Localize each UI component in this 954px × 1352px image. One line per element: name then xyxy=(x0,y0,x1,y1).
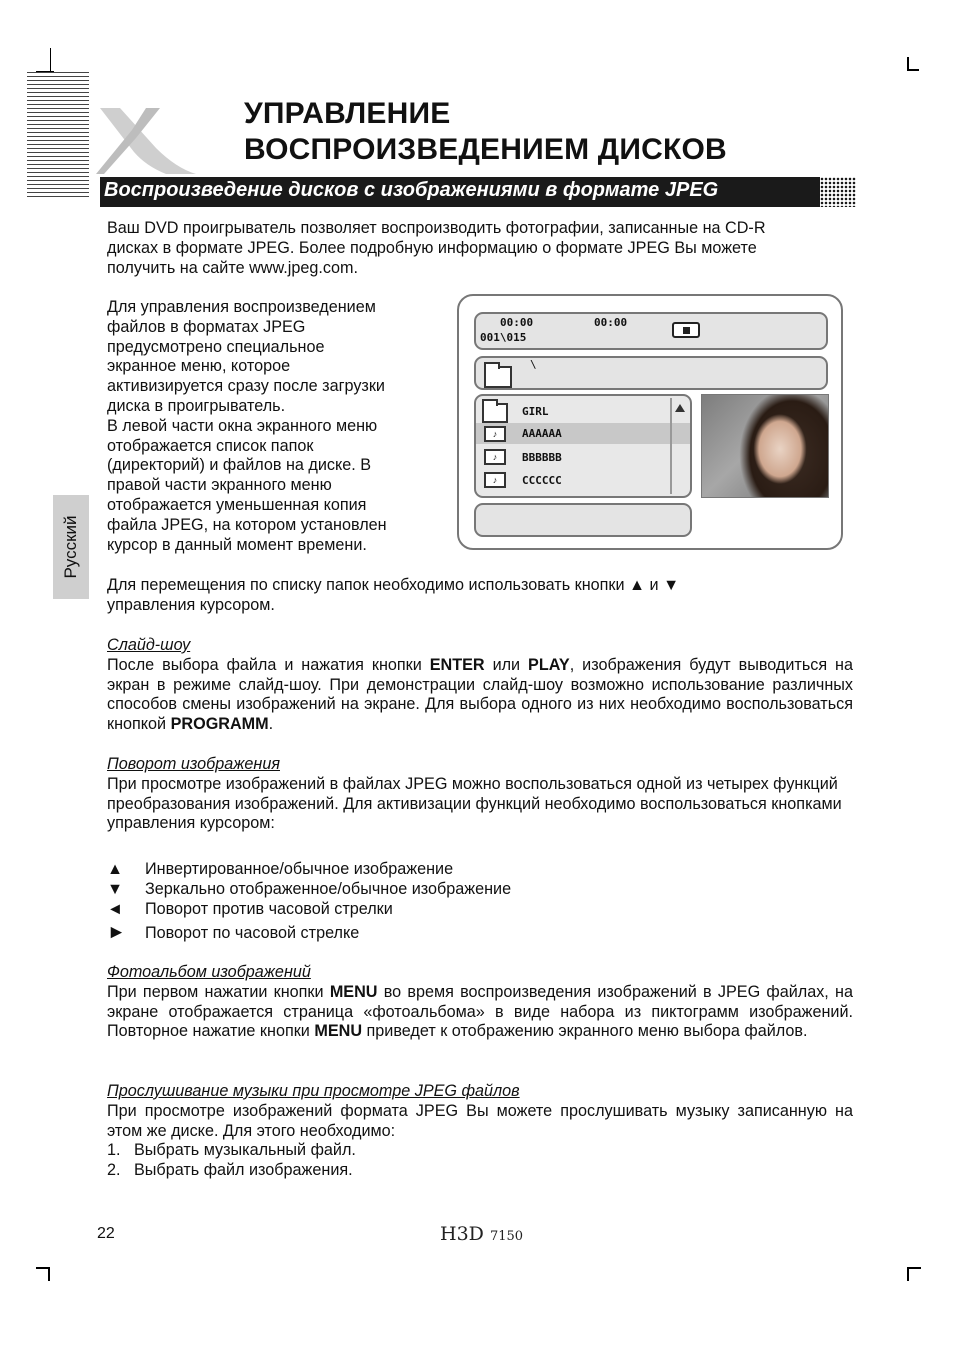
music-step: 1. Выбрать музыкальный файл. xyxy=(107,1141,356,1160)
music-file-icon: ♪ xyxy=(484,449,506,465)
stop-icon xyxy=(672,322,700,338)
crop-mark-top-right-h xyxy=(907,69,919,71)
osd-description xyxy=(107,298,447,555)
osd-description-line: файлов в форматах JPEG xyxy=(107,317,306,336)
slideshow-text-part: После выбора файла и нажатия кнопки xyxy=(107,655,430,674)
intro-line: дисках в формате JPEG. Более подробную информацию о формате JPEG Вы можете xyxy=(107,238,757,257)
osd-screen-illustration xyxy=(457,294,843,550)
rotation-text: При просмотре изображений в файлах JPEG можно воспользоваться одной из четырех функций преобразования изображений. Для активизации функций необходимо воспользоваться кнопками управления курсором: xyxy=(107,774,842,833)
osd-description-line: правой части экранного меню xyxy=(107,476,332,495)
language-tab xyxy=(53,495,89,599)
photo-album-heading: Фотоальбом изображений xyxy=(107,963,311,981)
slideshow-text-part: . xyxy=(268,715,274,734)
menu-key-label: MENU xyxy=(314,1022,363,1041)
album-text-part: При первом нажатии кнопки xyxy=(107,982,330,1001)
header-stripes xyxy=(27,72,89,200)
page-title xyxy=(244,96,727,168)
osd-description-line: диска в проигрыватель. xyxy=(107,396,286,415)
slideshow-heading: Слайд-шоу xyxy=(107,636,191,654)
osd-description-line: В левой части окна экранного меню xyxy=(107,416,378,435)
music-text: При просмотре изображений формата JPEG Вы можете прослушивать музыку записанную на этом же диске. Для этого необходимо: xyxy=(107,1101,853,1140)
up-arrow-icon: ▲ xyxy=(107,860,124,878)
osd-description-line: (директорий) и файлов на диске. В xyxy=(107,456,372,475)
rotation-bullet xyxy=(107,879,511,899)
music-step: 2. Выбрать файл изображения. xyxy=(107,1161,353,1180)
model-number: 7150 xyxy=(489,1229,524,1244)
album-text-part: во время воспроизведения изображений в JPEG файлах, на экране отображается страница «фотоальбома» в виде набора из пиктограмм изображений. Повторное нажатие кнопки xyxy=(107,982,853,1041)
jpeg-preview-thumbnail xyxy=(701,394,829,498)
cursor-note-line: Для перемещения по списку папок необходимо использовать кнопки ▲ и ▼ xyxy=(107,576,680,594)
photo-album-text xyxy=(107,983,853,1042)
osd-item-label: AAAAAA xyxy=(522,427,562,440)
osd-item-label: GIRL xyxy=(522,405,549,418)
rotation-bullet-text: Инвертированное/обычное изображение xyxy=(145,860,454,878)
osd-item-label: BBBBBB xyxy=(522,451,562,464)
page-title-line-2: ВОСПРОИЗВЕДЕНИЕМ ДИСКОВ xyxy=(244,133,727,166)
osd-time-total: 00:00 xyxy=(594,316,628,329)
osd-item-label: CCCCCC xyxy=(522,474,562,487)
section-banner-text: Воспроизведение дисков с изображениями в формате JPEG xyxy=(104,179,719,201)
intro-line: Ваш DVD проигрыватель позволяет воспроизводить фотографии, записанные на CD-R xyxy=(107,219,766,237)
folder-icon xyxy=(482,403,508,423)
slideshow-text-part: или xyxy=(484,655,529,674)
intro-line: получить на сайте www.jpeg.com. xyxy=(107,258,358,277)
music-file-icon: ♪ xyxy=(484,426,506,442)
album-text-part: приведет к отображению экранного меню выбора файлов. xyxy=(362,1022,808,1041)
folder-icon xyxy=(484,366,512,388)
cursor-navigation-note xyxy=(107,576,857,616)
menu-key-label: MENU xyxy=(329,982,378,1001)
cursor-note-line: управления курсором. xyxy=(107,595,275,614)
page-number: 22 xyxy=(97,1225,115,1242)
osd-time-elapsed: 00:00 xyxy=(500,316,534,329)
music-heading: Прослушивание музыки при просмотре JPEG файлов xyxy=(107,1082,520,1100)
page-title-line-1: УПРАВЛЕНИЕ xyxy=(244,97,451,130)
crop-mark-bottom-right-h xyxy=(907,1267,921,1269)
rotation-bullet xyxy=(107,899,393,919)
osd-description-line: отображается список папок xyxy=(107,436,314,455)
slideshow-text xyxy=(107,656,853,735)
rotation-bullet xyxy=(107,923,359,943)
brand-name: H3D xyxy=(440,1223,484,1245)
rotation-bullet-text: Поворот по часовой стрелке xyxy=(145,924,360,942)
osd-list-item[interactable] xyxy=(476,446,668,468)
osd-list-item-folder[interactable] xyxy=(476,399,668,421)
programm-key-label: PROGRAMM xyxy=(170,715,269,734)
music-section xyxy=(107,1082,853,1181)
osd-description-line: предусмотрено специальное xyxy=(107,337,325,356)
osd-path-bar xyxy=(474,356,828,390)
osd-list-item-selected[interactable] xyxy=(476,423,690,444)
slideshow-section xyxy=(107,636,853,735)
osd-track-counter: 001\015 xyxy=(480,331,527,344)
crop-mark-top-left-v xyxy=(50,48,51,72)
slideshow-text-part: , изображения будут выводиться на экран в режиме слайд-шоу. При демонстрации слайд-шоу возможно использование различных способов смены изображений на экране. Для выбора одного из них необходимо воспользоваться кнопкой xyxy=(107,655,853,734)
osd-list-item[interactable] xyxy=(476,469,668,491)
rotation-bullet-text: Поворот против часовой стрелки xyxy=(145,900,393,918)
music-file-icon: ♪ xyxy=(484,472,506,488)
osd-description-line: Для управления воспроизведением xyxy=(107,298,376,316)
right-arrow-icon: ► xyxy=(107,922,126,943)
rotation-section xyxy=(107,755,853,834)
osd-description-line: файла JPEG, на котором установлен xyxy=(107,515,387,534)
language-tab-label: Русский xyxy=(61,515,80,579)
enter-key-label: ENTER xyxy=(429,655,485,674)
rotation-bullet xyxy=(107,859,453,879)
osd-info-box xyxy=(474,503,692,537)
rotation-heading: Поворот изображения xyxy=(107,755,280,773)
section-banner-dots xyxy=(800,177,856,207)
play-key-label: PLAY xyxy=(528,655,570,674)
x-logo-icon xyxy=(96,104,200,176)
scroll-up-arrow-icon[interactable] xyxy=(675,404,685,412)
osd-description-line: экранное меню, которое xyxy=(107,357,291,376)
crop-mark-bottom-left-v xyxy=(48,1267,50,1281)
osd-file-list[interactable] xyxy=(474,394,692,498)
rotation-bullet-text: Зеркально отображенное/обычное изображение xyxy=(145,880,512,898)
osd-description-line: активизируется сразу после загрузки xyxy=(107,377,385,396)
osd-description-line: курсор в данный момент времени. xyxy=(107,535,367,554)
section-banner xyxy=(100,177,854,207)
left-arrow-icon: ◄ xyxy=(107,900,124,918)
crop-mark-bottom-right-v xyxy=(907,1267,909,1281)
osd-scrollbar[interactable] xyxy=(670,398,688,494)
photo-album-section xyxy=(107,963,853,1042)
osd-description-line: отображается уменьшенная копия xyxy=(107,495,367,514)
down-arrow-icon: ▼ xyxy=(107,880,124,898)
brand-logo xyxy=(440,1223,523,1245)
intro-paragraph xyxy=(107,219,857,278)
osd-current-path: \ xyxy=(530,358,537,371)
osd-status-bar xyxy=(474,312,828,350)
